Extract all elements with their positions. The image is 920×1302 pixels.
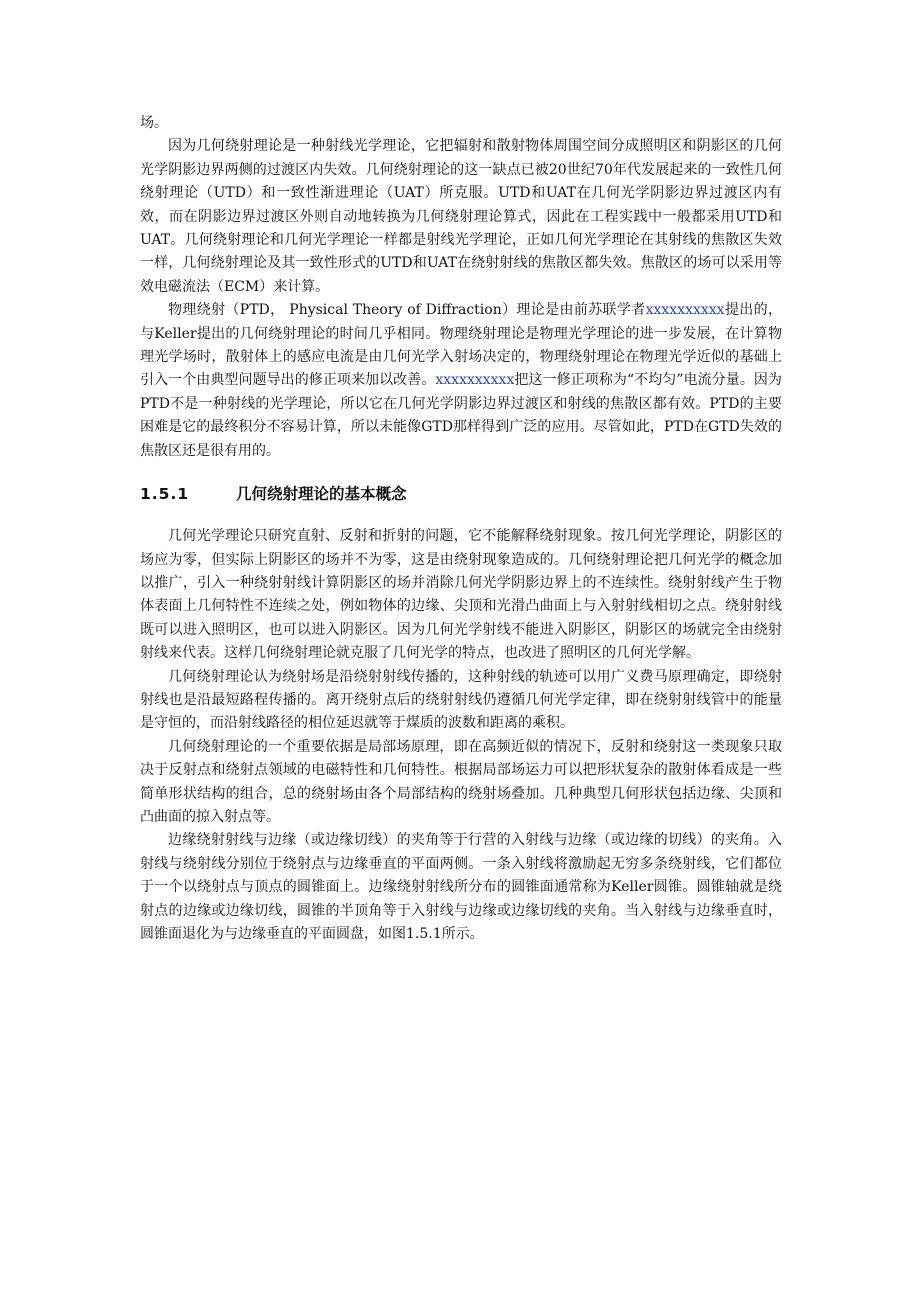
- ptd-text-start: 物理绕射（PTD， Physical Theory of Diffraction）理论是由前苏联学者: [168, 302, 646, 319]
- section-number: 1.5.1: [140, 485, 190, 504]
- paragraph-keller-cone: 边缘绕射射线与边缘（或边缘切线）的夹角等于行营的入射线与边缘（或边缘的切线）的夹角。入射线与绕射线分别位于绕射点与边缘垂直的平面两侧。一条入射线将激励起无穷多条绕射线，它们都位于一个以绕射点与顶点的圆锥面上。边缘绕射射线所分布的圆锥面通常称为Keller圆锥。圆锥轴就是绕射点的边缘或边缘切线，圆锥的半顶角等于入射线与边缘或边缘切线的夹角。当入射线与边缘垂直时，圆锥面退化为与边缘垂直的平面圆盘，如图1.5.1所示。: [140, 832, 782, 942]
- paragraph-local-field: 几何绕射理论的一个重要依据是局部场原理，即在高频近似的情况下，反射和绕射这一类现象只取决于反射点和绕射点领域的电磁特性和几何特性。根据局部场运力可以把形状复杂的散射体看成是一些简单形状结构的组合，总的绕射场由各个局部结构的绕射场叠加。几种典型几何形状包括边缘、尖顶和凸曲面的掠入射点等。: [140, 738, 782, 825]
- author-link-2[interactable]: xxxxxxxxxx: [435, 372, 515, 389]
- ptd-text-end: 把这一修正项称为“不均匀”电流分量。因为PTD不是一种射线的光学理论，所以它在几何光学阴影边界过渡区和射线的焦散区都有效。PTD的主要困难是它的最终积分不容易计算，所以未能像GTD那样得到广泛的应用。尽管如此，PTD在GTD失效的焦散区还是很有用的。: [140, 372, 782, 459]
- section-title: 几何绕射理论的基本概念: [236, 485, 407, 504]
- paragraph-ptd: [140, 299, 782, 463]
- document-page: [140, 112, 782, 946]
- paragraph-geometric-optics: 几何光学理论只研究直射、反射和折射的问题，它不能解释绕射现象。按几何光学理论，阴影区的场应为零，但实际上阴影区的场并不为零，这是由绕射现象造成的。几何绕射理论把几何光学的概念加以推广，引入一种绕射射线计算阴影区的场并消除几何光学阴影边界上的不连续性。绕射射线产生于物体表面上几何特性不连续之处，例如物体的边缘、尖顶和光滑凸曲面上与入射射线相切之点。绕射射线既可以进入照明区，也可以进入阴影区。因为几何光学射线不能进入阴影区，阴影区的场就完全由绕射射线来代表。这样几何绕射理论就克服了几何光学的特点，也改进了照明区的几何光学解。: [140, 528, 782, 662]
- top-fragment: 场。: [140, 115, 168, 131]
- paragraph-fermat-principle: 几何绕射理论认为绕射场是沿绕射射线传播的，这种射线的轨迹可以用广义费马原理确定，即绕射射线也是沿最短路程传播的。离开绕射点后的绕射射线仍遵循几何光学定律，即在绕射射线管中的能量是守恒的，而沿射线路径的相位延迟就等于煤质的波数和距离的乘积。: [140, 668, 782, 732]
- section-heading: [140, 481, 782, 507]
- author-link-1[interactable]: xxxxxxxxxx: [645, 302, 725, 319]
- ptd-text-middle: 提出的，与Keller提出的几何绕射理论的时间几乎相同。物理绕射理论是物理光学理论的进一步发展，在计算物理光学场时，散射体上的感应电流是由几何光学入射场决定的，物理绕射理论在物理光学近似的基础上引入一个由典型问题导出的修正项来加以改善。: [140, 302, 783, 389]
- paragraph-utd-uat: 因为几何绕射理论是一种射线光学理论，它把辐射和散射物体周围空间分成照明区和阴影区的几何光学阴影边界两侧的过渡区内失效。几何绕射理论的这一缺点已被20世纪70年代发展起来的一致性几何绕射理论（UTD）和一致性渐进理论（UAT）所克服。UTD和UAT在几何光学阴影边界过渡区内有效，而在阴影边界过渡区外则自动地转换为几何绕射理论算式，因此在工程实践中一般都采用UTD和UAT。几何绕射理论和几何光学理论一样都是射线光学理论，正如几何光学理论在其射线的焦散区失效一样，几何绕射理论及其一致性形式的UTD和UAT在绕射射线的焦散区都失效。焦散区的场可以采用等效电磁流法（ECM）来计算。: [140, 138, 782, 295]
